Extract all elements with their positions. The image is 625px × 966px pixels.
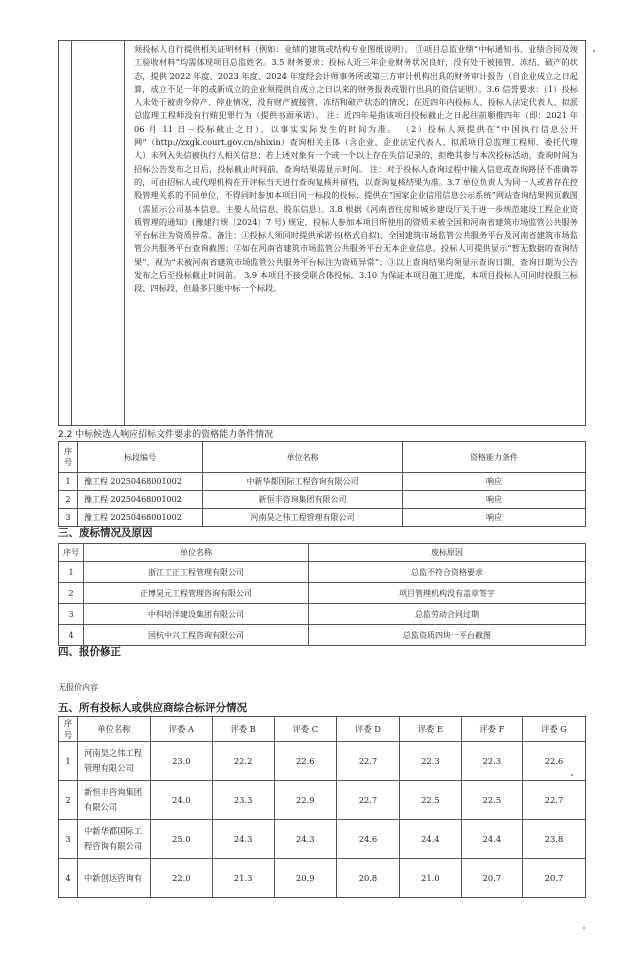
table-row	[59, 473, 586, 491]
cell-score: 22.2	[212, 742, 274, 781]
cell-lot: 豫工程 20250468001002	[78, 473, 203, 491]
cell-score: 22.5	[461, 781, 522, 820]
cell-score: 20.7	[461, 859, 522, 898]
table-row	[59, 583, 586, 604]
cell-score: 23.8	[522, 820, 585, 859]
scan-speck	[593, 50, 595, 52]
cell-no: 3	[59, 604, 84, 625]
cell-company: 新恒丰咨询集团有限公司	[203, 491, 403, 509]
table-row	[59, 781, 586, 820]
cell-score: 21.0	[399, 859, 461, 898]
header-lot: 标段编号	[78, 442, 203, 473]
header-company: 单位名称	[203, 442, 403, 473]
cell-score: 22.3	[399, 742, 461, 781]
cell-no: 2	[59, 491, 78, 509]
cell-company	[78, 742, 151, 781]
cell-score: 22.9	[274, 781, 336, 820]
header-no: 序号	[59, 717, 78, 742]
cell-no: 1	[59, 562, 84, 583]
table-header-row	[59, 717, 586, 742]
cell-reason: 总监劳动合同过期	[309, 604, 586, 625]
section-4-title: 四、报价修正	[58, 646, 121, 658]
table-header-row	[59, 442, 586, 473]
company-name-line: 管理有限公司	[84, 763, 134, 773]
cell-score: 24.0	[151, 781, 213, 820]
cell-score: 20.7	[522, 859, 585, 898]
cell-no: 3	[59, 820, 78, 859]
cell-score: 22.3	[461, 742, 522, 781]
cell-score: 24.4	[399, 820, 461, 859]
cell-company: 浙江工正工程管理有限公司	[84, 562, 309, 583]
cell-lot: 豫工程 20250468001002	[78, 491, 203, 509]
cell-company: 中新华都国际工程咨询有限公司	[203, 473, 403, 491]
requirements-table	[58, 40, 586, 426]
table-row	[59, 604, 586, 625]
requirements-text: 须投标人自行提供相关证明材料（例如：业绩的建筑或结构专业图纸说明）。 ③项目总监业绩“中标通知书、业绩合同及竣工验收材料”均需体现项目总监姓名。3.5 财务要求：投标人近三年企业财务状况良好，没有处于被接管、冻结、破产的状态，提供 2022 年度、2023 年度、2024 年度经会计师事务所或第三方审计机构出具的财务审计报告（自企业成立之日起算，成立不足一年的或新成立的企业须提供自成立之日以来的财务报表或银行出具的资信证明）。3.6 信誉要求：（1）投标人未处于被责令停产、停业情况，没有财产被接管、冻结和破产状态的情况；在近四年内投标人、投标人法定代表人、拟派总监理工程师没有行贿犯罪行为（提供书面承诺）。 注：近四年是指该项目投标截止之日起往前顺推四年（即：2021 年 06 月 11 日－投标截止之日），以事实实际发生的时间为准。 （2）投标人须提供在“中国执行信息公开网”（http://zxgk.court.gov.cn/shixin）查询相关主体（含企业、企业法定代表人、拟派项目总监理工程师、委托代理人）未列入失信被执行人相关信息；若上述对象有一个或一个以上存在失信记录的，拒绝其参与本次投标活动，查询时间为招标公告发布之日后，投标截止时间前，查询结果需显示时间。 注：对于投标人查询过程中输入信息或查询路径不准确等的，可由招标人或代理机构在开评标当天进行查询复核并留档，以查询复核结果为准。3.7 单位负责人为同一人或者存在控股管理关系的不同单位，不得同时参加本项目同一标段的投标；提供在“国家企业信用信息公示系统”网站查询结果网页截图（需显示公司基本信息、主要人员信息、股东信息）。3.8 根据《河南省住房和城乡建设厅关于进一步规范建设工程企业资质管理的通知》(豫建行规〔2024〕7 号) 规定，投标人参加本项目所使用的资质未被全国和河南省建筑市场监管公共服务平台标注为资质异常。备注：①投标人须同时提供承诺书(格式自拟)、全国建筑市场监管公共服务平台及河南省建筑市场监管公共服务平台查询截图；②如在河南省建筑市场监管公共服务平台无本企业信息，投标人可提供显示“暂无数据的查询结果”，视为“未被河南省建筑市场监管公共服务平台标注为资质异常”；③以上查询结果均须显示查询日期，查询日期为公告发布之后至投标截止时间前。 3.9 本项目不接受联合体投标。3.10 为保证本项目施工进度，本项目投标人可同时投报三标段、四标段，但最多只能中标一个标段。	[134, 44, 578, 294]
cell-score: 20.9	[274, 859, 336, 898]
company-name-line: 中新创达咨询有	[84, 872, 143, 883]
cell-score: 24.4	[461, 820, 522, 859]
cell-no: 2	[59, 781, 78, 820]
company-name-line: 中新华都国际工	[84, 826, 143, 836]
header-judge-d: 评委 D	[336, 717, 399, 742]
scan-speck	[571, 774, 573, 776]
header-qualification: 资格能力条件	[403, 442, 586, 473]
table-row	[59, 742, 586, 781]
header-judge-a: 评委 A	[151, 717, 213, 742]
cell-company	[78, 859, 151, 898]
cell-company	[78, 820, 151, 859]
cell-score: 21.3	[212, 859, 274, 898]
score-table	[58, 716, 586, 898]
cell-no: 1	[59, 473, 78, 491]
cell-score: 24.3	[212, 820, 274, 859]
cell-reason: 总监资质四块一平台截图	[309, 625, 586, 646]
table-row	[59, 625, 586, 646]
cell-status: 响应	[403, 491, 586, 509]
cell-score: 22.6	[274, 742, 336, 781]
cell-score: 24.3	[274, 820, 336, 859]
header-company: 单位名称	[84, 544, 309, 562]
cell-no: 3	[59, 509, 78, 527]
table-row	[59, 562, 586, 583]
qualification-table	[58, 441, 586, 527]
header-no: 序号	[59, 544, 84, 562]
cell-no: 4	[59, 859, 78, 898]
header-judge-g: 评委 G	[522, 717, 585, 742]
section-5-title: 五、所有投标人或供应商综合标评分情况	[58, 702, 247, 714]
requirements-col-blank-1	[59, 41, 72, 426]
cell-company: 河南昊之伟工程管理有限公司	[203, 509, 403, 527]
requirements-col-blank-2	[72, 41, 125, 426]
cell-score: 22.7	[336, 742, 399, 781]
header-company: 单位名称	[78, 717, 151, 742]
section-2-2-title: 2.2 中标候选人响应招标文件要求的资格能力条件情况	[58, 430, 274, 440]
table-row	[59, 820, 586, 859]
scan-speck	[583, 927, 585, 929]
cell-lot: 豫工程 20250468001002	[78, 509, 203, 527]
cell-no: 2	[59, 583, 84, 604]
header-reason: 废标原因	[309, 544, 586, 562]
cell-score: 22.6	[522, 742, 585, 781]
cell-score: 25.0	[151, 820, 213, 859]
cell-score: 22.7	[522, 781, 585, 820]
table-row	[59, 859, 586, 898]
cell-company: 国杭中兴工程咨询有限公司	[84, 625, 309, 646]
cell-score: 22.7	[336, 781, 399, 820]
company-name-line: 新恒丰咨询集团	[84, 787, 143, 797]
header-judge-e: 评委 E	[399, 717, 461, 742]
header-judge-f: 评委 F	[461, 717, 522, 742]
company-name-line: 有限公司	[84, 802, 118, 812]
cell-status: 响应	[403, 509, 586, 527]
table-header-row	[59, 544, 586, 562]
cell-no: 1	[59, 742, 78, 781]
cell-score: 23.3	[212, 781, 274, 820]
cell-company: 正博昊元工程管理咨询有限公司	[84, 583, 309, 604]
cell-score: 22.5	[399, 781, 461, 820]
table-row	[59, 491, 586, 509]
cell-status: 响应	[403, 473, 586, 491]
header-judge-c: 评委 C	[274, 717, 336, 742]
requirements-text-cell	[125, 41, 586, 426]
header-judge-b: 评委 B	[212, 717, 274, 742]
company-name-line: 程咨询有限公司	[84, 841, 143, 851]
cell-reason: 总监不符合资格要求	[309, 562, 586, 583]
cell-score: 23.0	[151, 742, 213, 781]
cell-company	[78, 781, 151, 820]
disqualification-table	[58, 543, 586, 646]
table-row	[59, 509, 586, 527]
cell-score: 24.6	[336, 820, 399, 859]
section-3-title: 三、废标情况及原因	[58, 527, 153, 539]
cell-score: 20.8	[336, 859, 399, 898]
section-4-content: 无报价内容	[58, 683, 98, 692]
company-name-line: 河南昊之伟工程	[84, 748, 143, 758]
cell-score: 22.0	[151, 859, 213, 898]
cell-company: 中科培洋建设集团有限公司	[84, 604, 309, 625]
cell-reason: 项目管理机构没有盖章签字	[309, 583, 586, 604]
header-no: 序号	[59, 442, 78, 473]
cell-no: 4	[59, 625, 84, 646]
